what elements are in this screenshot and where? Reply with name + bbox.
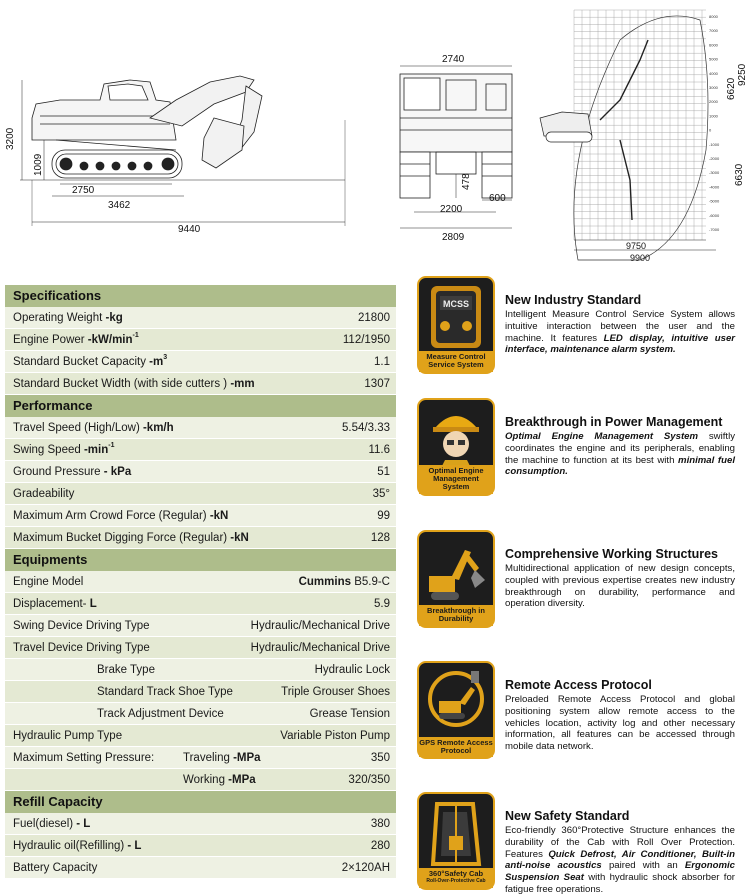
spec-sub-label: Working -MPa	[183, 774, 256, 786]
range-tick-label: 6000	[709, 42, 718, 48]
spec-label: Standard Bucket Capacity $-m^3$	[13, 354, 168, 368]
range-tick-label: 1000	[709, 113, 718, 119]
feature-badge-caption: Breakthrough in Durability	[427, 606, 485, 623]
spec-label: Maximum Bucket Digging Force (Regular) -kN	[13, 532, 249, 544]
feature-badge-caption: Optimal Engine Management System	[428, 466, 484, 491]
dim-overall-length: 9440	[178, 224, 201, 235]
dim-track-height: 1009	[33, 153, 44, 176]
range-tick-label: -1000	[709, 141, 720, 147]
range-tick-label: -4000	[709, 184, 720, 190]
spec-row	[5, 681, 396, 703]
spec-label: Swing Device Driving Type	[13, 620, 150, 632]
dim-reach-b: 9900	[630, 253, 651, 263]
feature-description: Multidirectional application of new design concepts, coupled with previous expertise creates new industry breakthrough on durability, performance and operation diversity.	[505, 563, 735, 610]
range-tick-label: 5000	[709, 56, 718, 62]
spec-label: Standard Track Shoe Type	[97, 686, 233, 698]
spec-value: 380	[370, 818, 390, 830]
feature-item	[414, 276, 744, 376]
spec-row	[5, 813, 396, 835]
spec-row	[5, 527, 396, 549]
spec-label: Hydraulic Pump Type	[13, 730, 123, 742]
range-tick-label: 3000	[709, 85, 718, 90]
spec-table	[5, 285, 396, 879]
working-range-drawing	[540, 10, 716, 260]
spec-label: Hydraulic oil(Refilling) - L	[13, 840, 142, 852]
spec-value: Hydraulic Lock	[314, 664, 390, 676]
dim-height-a: 6620	[726, 77, 737, 100]
dim-reach-a: 9750	[626, 241, 647, 251]
feature-item	[414, 398, 744, 498]
feature-badge-icon	[417, 398, 495, 496]
spec-row	[5, 703, 396, 725]
range-tick-label: 4000	[709, 70, 718, 76]
spec-value: 99	[377, 510, 390, 522]
spec-label: Operating Weight -kg	[13, 312, 123, 324]
feature-badge-icon	[417, 530, 495, 628]
side-view-drawing	[20, 76, 345, 226]
feature-title: New Safety Standard	[505, 809, 630, 823]
range-tick-label: 8000	[709, 14, 718, 19]
spec-row	[5, 329, 396, 351]
spec-row	[5, 373, 396, 395]
spec-value: 2×120AH	[341, 862, 390, 874]
spec-value: Triple Grouser Shoes	[281, 686, 390, 698]
feature-badge-icon	[417, 276, 495, 374]
spec-value: 1.1	[374, 356, 390, 368]
spec-label: Engine Model	[13, 576, 84, 588]
spec-label: Ground Pressure - kPa	[13, 466, 132, 478]
spec-value: 35°	[372, 488, 390, 500]
feature-title: New Industry Standard	[505, 293, 642, 307]
spec-row	[5, 505, 396, 527]
feature-item	[414, 530, 744, 630]
spec-row	[5, 571, 396, 593]
dimension-drawings	[0, 0, 750, 272]
range-tick-label: -3000	[709, 170, 720, 176]
feature-title: Comprehensive Working Structures	[505, 547, 719, 561]
spec-sub-label: Traveling -MPa	[183, 752, 261, 764]
section-header: Performance	[5, 395, 396, 417]
svg-text:MCSS: MCSS	[442, 299, 470, 309]
feature-badge-caption: 360°Safety Cab Roll-Over-Protective Cab	[419, 870, 493, 884]
spec-label: Maximum Setting Pressure:	[13, 752, 155, 764]
spec-label: Track Adjustment Device	[97, 708, 224, 720]
spec-row	[5, 857, 396, 879]
spec-row	[5, 417, 396, 439]
feature-description: Eco-friendly 360°Protective Structure enhances the durability of the Cab with Roll Over Protection. Features Quick Defrost, Air Conditioner, Built-in anti-noise acoustics paired with an Ergonomic Suspension Seat with hydraulic shock absorber for fatigue free operations.	[505, 825, 736, 895]
range-tick-label: -7000	[709, 227, 720, 232]
section-header: Equipments	[5, 549, 396, 571]
feature-badge-caption: GPS Remote Access Protocol	[419, 738, 493, 755]
range-tick-label: 7000	[709, 28, 718, 34]
spec-label: Swing Speed $-\min^{-1}$	[13, 442, 115, 456]
dim-front-width: 2740	[442, 54, 465, 65]
spec-value: 280	[370, 840, 390, 852]
spec-value: Grease Tension	[309, 708, 390, 720]
range-tick-label: -6000	[709, 212, 720, 218]
feature-item	[414, 792, 744, 895]
spec-value: 112/1950	[342, 334, 390, 346]
dim-depth: 6630	[734, 163, 745, 186]
spec-value: Hydraulic/Mechanical Drive	[250, 642, 390, 654]
spec-value: 5.54/3.33	[342, 422, 390, 434]
feature-description: Intelligent Measure Control Service System allows intuitive interaction between the user and the machine. It features LED display, intuitive user interface, maintenance alarm system.	[505, 309, 736, 356]
feature-badge-icon	[417, 661, 495, 759]
range-tick-label: -2000	[709, 156, 720, 161]
spec-label: Battery Capacity	[13, 862, 98, 874]
dim-shoe: 600	[489, 193, 506, 204]
spec-value: Cummins B5.9-C	[298, 576, 390, 588]
feature-badge-caption: Measure Control Service System	[426, 352, 486, 369]
feature-title: Remote Access Protocol	[505, 678, 652, 692]
spec-row	[5, 593, 396, 615]
feature-description: Optimal Engine Management System swiftly coordinates the engine and its peripherals, enabling the machine to function at its best with minimal fuel consumption.	[505, 431, 735, 478]
spec-row	[5, 461, 396, 483]
dim-clearance: 478	[461, 173, 472, 190]
spec-row	[5, 747, 396, 769]
dim-height-b: 9250	[737, 63, 748, 86]
spec-value: 320/350	[348, 774, 390, 786]
spec-value: 5.9	[374, 598, 390, 610]
spec-row	[5, 439, 396, 461]
spec-row	[5, 307, 396, 329]
spec-label: Engine Power $-kW/\min^{-1}$	[13, 332, 139, 346]
spec-value: 21800	[358, 312, 390, 324]
section-header: Refill Capacity	[5, 791, 396, 813]
range-tick-label: 2000	[709, 99, 718, 105]
spec-value: Hydraulic/Mechanical Drive	[250, 620, 390, 632]
feature-badge-subcaption: Roll-Over-Protective Cab	[426, 878, 486, 884]
spec-label: Displacement- L	[13, 598, 97, 610]
spec-row	[5, 615, 396, 637]
spec-label: Gradeability	[13, 488, 75, 500]
spec-row	[5, 637, 396, 659]
dim-track-width: 2809	[442, 232, 465, 243]
spec-value: 11.6	[368, 444, 390, 456]
spec-value: 51	[377, 466, 390, 478]
dim-track-length: 3462	[108, 200, 131, 211]
range-tick-label: 0	[709, 127, 712, 133]
feature-description: Preloaded Remote Access Protocol and global positioning system allow remote access to the vehicles location, activity log and other necessary information, all features can be accessed through mobile data network.	[505, 694, 735, 753]
dim-height: 3200	[5, 127, 16, 150]
spec-label: Brake Type	[97, 664, 155, 676]
feature-title: Breakthrough in Power Management	[505, 415, 723, 429]
spec-label: Travel Speed (High/Low) -km/h	[13, 422, 174, 434]
spec-value: 1307	[364, 378, 390, 390]
spec-value: Variable Piston Pump	[280, 730, 390, 742]
dim-tumbler: 2750	[72, 185, 95, 196]
spec-row	[5, 351, 396, 373]
spec-label: Fuel(diesel) - L	[13, 818, 91, 830]
spec-row	[5, 725, 396, 747]
spec-row	[5, 769, 396, 791]
section-header: Specifications	[5, 285, 396, 307]
spec-label: Maximum Arm Crowd Force (Regular) -kN	[13, 510, 229, 522]
spec-row	[5, 835, 396, 857]
spec-row	[5, 659, 396, 681]
feature-item	[414, 661, 744, 761]
spec-row	[5, 483, 396, 505]
spec-label: Standard Bucket Width (with side cutters ) -mm	[13, 378, 255, 390]
range-tick-label: -5000	[709, 198, 720, 204]
spec-value: 350	[370, 752, 390, 764]
feature-badge-icon	[417, 792, 495, 890]
spec-label: Travel Device Driving Type	[13, 642, 150, 654]
dim-gauge: 2200	[440, 204, 463, 215]
spec-value: 128	[370, 532, 390, 544]
